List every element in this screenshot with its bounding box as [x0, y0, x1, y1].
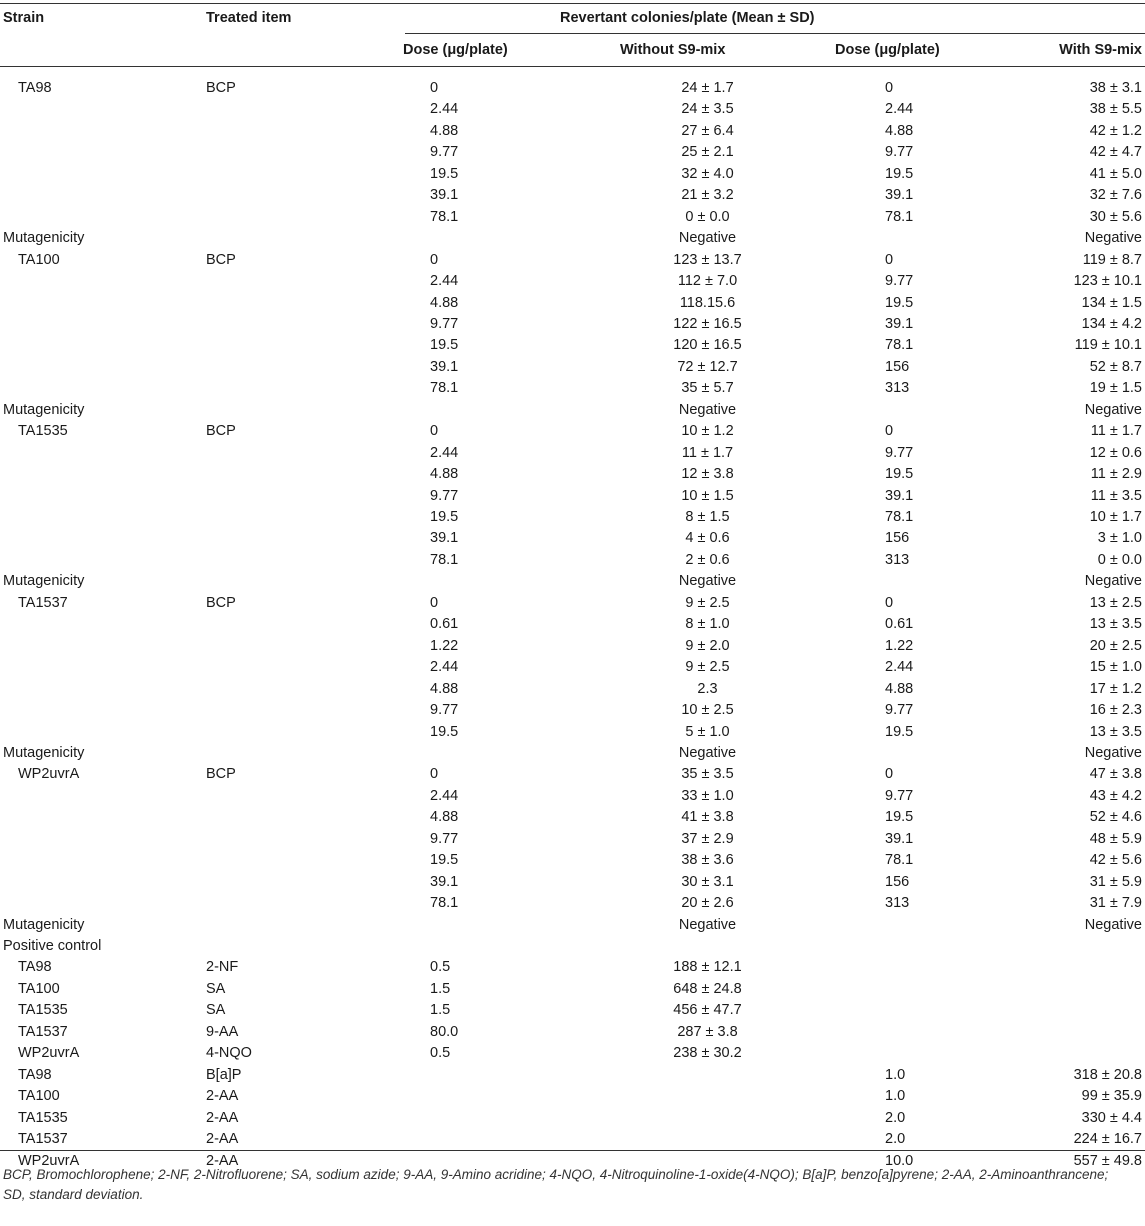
- cell-strain: TA98: [18, 80, 52, 96]
- cell-with-s9: Negative: [1084, 230, 1142, 247]
- cell-with-s9: 38 ± 3.1: [1089, 80, 1142, 96]
- cell-dose-without: 80.0: [430, 1023, 459, 1040]
- cell-without-s9: 72 ± 12.7: [677, 358, 738, 375]
- table-row: [0, 571, 1145, 593]
- cell-with-s9: Negative: [1084, 401, 1142, 418]
- table-row: [0, 657, 1145, 679]
- cell-with-s9: 13 ± 3.5: [1089, 616, 1142, 633]
- header-with-s9: With S9-mix: [1059, 42, 1142, 58]
- cell-without-s9: 0 ± 0.0: [685, 208, 730, 225]
- table-row: [0, 786, 1145, 808]
- cell-dose-with: 156: [885, 530, 910, 547]
- cell-dose-without: 0.5: [430, 1045, 451, 1062]
- cell-without-s9: 25 ± 2.1: [681, 144, 734, 161]
- cell-dose-without: 2.44: [430, 273, 459, 290]
- table-row: [0, 614, 1145, 636]
- cell-dose-with: 2.44: [885, 659, 914, 676]
- cell-dose-with: 0: [885, 766, 894, 783]
- cell-without-s9: 11 ± 1.7: [681, 444, 734, 461]
- cell-with-s9: 0 ± 0.0: [1097, 551, 1142, 568]
- cell-with-s9: 11 ± 2.9: [1090, 466, 1142, 483]
- cell-without-s9: 8 ± 1.5: [685, 509, 730, 525]
- table-row: [0, 1108, 1145, 1130]
- table-row: [0, 78, 1145, 100]
- cell-dose-with: 0: [885, 80, 894, 96]
- cell-dose-without: 1.22: [430, 637, 459, 654]
- cell-strain: Mutagenicity: [3, 573, 85, 590]
- cell-dose-without: 2.44: [430, 787, 459, 804]
- cell-treated-item: 2-AA: [206, 1088, 239, 1105]
- cell-with-s9: 31 ± 7.9: [1089, 895, 1142, 912]
- cell-dose-with: 1.0: [885, 1066, 906, 1083]
- cell-with-s9: 19 ± 1.5: [1089, 380, 1142, 397]
- cell-dose-without: 19.5: [430, 337, 459, 354]
- cell-without-s9: Negative: [678, 401, 737, 418]
- table-row: [0, 679, 1145, 701]
- table-row: [0, 121, 1145, 143]
- cell-with-s9: Negative: [1084, 744, 1142, 761]
- table-row: [0, 1043, 1145, 1065]
- cell-strain: TA1537: [18, 1023, 68, 1040]
- cell-dose-without: 4.88: [430, 122, 459, 139]
- cell-dose-without: 1.5: [430, 1002, 451, 1019]
- table-row: [0, 228, 1145, 250]
- header-dose-without: Dose (μg/plate): [403, 42, 508, 58]
- table-row: [0, 185, 1145, 207]
- cell-with-s9: 318 ± 20.8: [1073, 1066, 1142, 1083]
- table-row: [0, 850, 1145, 872]
- cell-dose-without: 9.77: [430, 315, 459, 332]
- cell-without-s9: 10 ± 2.5: [681, 702, 734, 719]
- cell-dose-with: 0: [885, 423, 894, 440]
- cell-dose-without: 4.88: [430, 294, 459, 311]
- cell-without-s9: 41 ± 3.8: [681, 809, 734, 826]
- cell-dose-with: 9.77: [885, 444, 914, 461]
- cell-dose-without: 4.88: [430, 809, 459, 826]
- cell-strain: TA100: [18, 1088, 60, 1105]
- cell-dose-without: 9.77: [430, 487, 459, 504]
- cell-dose-with: 39.1: [885, 487, 914, 504]
- table-row: [0, 314, 1145, 336]
- cell-with-s9: 3 ± 1.0: [1097, 530, 1142, 547]
- table-row: [0, 528, 1145, 550]
- cell-dose-with: 2.0: [885, 1131, 906, 1148]
- cell-with-s9: 16 ± 2.3: [1089, 702, 1142, 719]
- cell-without-s9: 188 ± 12.1: [673, 959, 742, 976]
- cell-dose-with: 2.0: [885, 1109, 906, 1126]
- table-row: [0, 464, 1145, 486]
- table-row: [0, 743, 1145, 765]
- cell-with-s9: 224 ± 16.7: [1073, 1131, 1142, 1148]
- cell-dose-with: 156: [885, 358, 910, 375]
- cell-dose-without: 9.77: [430, 144, 459, 161]
- cell-with-s9: Negative: [1084, 916, 1142, 933]
- cell-dose-without: 19.5: [430, 723, 459, 740]
- cell-with-s9: 30 ± 5.6: [1089, 208, 1142, 225]
- cell-with-s9: 43 ± 4.2: [1089, 787, 1142, 804]
- cell-with-s9: 119 ± 10.1: [1074, 337, 1142, 354]
- cell-without-s9: 10 ± 1.5: [681, 487, 734, 504]
- cell-without-s9: 24 ± 1.7: [681, 80, 734, 96]
- table-row: [0, 893, 1145, 915]
- cell-dose-with: 39.1: [885, 830, 914, 847]
- header-strain: Strain: [3, 10, 45, 26]
- cell-without-s9: 287 ± 3.8: [677, 1023, 738, 1040]
- cell-dose-with: 9.77: [885, 273, 914, 290]
- cell-without-s9: 122 ± 16.5: [673, 315, 742, 332]
- cell-without-s9: 4 ± 0.6: [685, 530, 730, 547]
- table-row: [0, 293, 1145, 315]
- table-row: [0, 99, 1145, 121]
- cell-dose-without: 1.5: [430, 980, 451, 997]
- cell-with-s9: 31 ± 5.9: [1089, 873, 1142, 890]
- table-row: [0, 507, 1145, 529]
- cell-dose-with: 1.22: [885, 637, 914, 654]
- table-row: [0, 400, 1145, 422]
- cell-with-s9: Negative: [1084, 573, 1142, 590]
- cell-dose-with: 4.88: [885, 122, 914, 139]
- cell-without-s9: 27 ± 6.4: [681, 122, 734, 139]
- cell-dose-with: 78.1: [885, 337, 914, 354]
- cell-dose-with: 10.0: [885, 1152, 914, 1169]
- cell-strain: WP2uvrA: [18, 766, 80, 783]
- cell-with-s9: 12 ± 0.6: [1089, 444, 1142, 461]
- cell-without-s9: 24 ± 3.5: [681, 101, 734, 118]
- cell-with-s9: 17 ± 1.2: [1089, 680, 1142, 697]
- cell-treated-item: SA: [206, 1002, 226, 1019]
- table-row: [0, 915, 1145, 937]
- table-row: [0, 357, 1145, 379]
- cell-strain: TA98: [18, 1066, 52, 1083]
- cell-strain: TA98: [18, 959, 52, 976]
- cell-without-s9: Negative: [678, 573, 737, 590]
- cell-dose-without: 0.61: [430, 616, 459, 633]
- table-row: [0, 164, 1145, 186]
- cell-dose-without: 9.77: [430, 830, 459, 847]
- cell-dose-without: 4.88: [430, 680, 459, 697]
- table-row: [0, 142, 1145, 164]
- table-row: [0, 271, 1145, 293]
- cell-with-s9: 99 ± 35.9: [1081, 1088, 1142, 1105]
- cell-dose-with: 0: [885, 251, 894, 268]
- cell-treated-item: 2-AA: [206, 1131, 239, 1148]
- cell-dose-with: 156: [885, 873, 910, 890]
- cell-with-s9: 11 ± 1.7: [1090, 423, 1142, 440]
- cell-without-s9: 35 ± 5.7: [681, 380, 734, 397]
- table-row: [0, 764, 1145, 786]
- cell-dose-with: 4.88: [885, 680, 914, 697]
- cell-dose-with: 78.1: [885, 852, 914, 869]
- cell-dose-without: 78.1: [430, 208, 459, 225]
- cell-with-s9: 119 ± 8.7: [1082, 251, 1142, 268]
- table-row: [0, 1086, 1145, 1108]
- cell-strain: TA1535: [18, 1109, 68, 1126]
- cell-dose-with: 9.77: [885, 702, 914, 719]
- table-row: [0, 700, 1145, 722]
- cell-without-s9: 32 ± 4.0: [681, 165, 734, 182]
- table-row: [0, 829, 1145, 851]
- cell-strain: TA1537: [18, 1131, 68, 1148]
- table-row: [0, 250, 1145, 272]
- cell-dose-without: 2.44: [430, 659, 459, 676]
- cell-dose-with: 9.77: [885, 144, 914, 161]
- cell-without-s9: 9 ± 2.5: [685, 659, 730, 676]
- table-bottom-rule: [0, 1150, 1145, 1151]
- cell-without-s9: 648 ± 24.8: [673, 980, 742, 997]
- cell-strain: Mutagenicity: [3, 916, 85, 933]
- table-row: [0, 936, 1145, 958]
- cell-strain: Positive control: [3, 938, 102, 954]
- cell-without-s9: 9 ± 2.5: [685, 594, 730, 611]
- table-row: [0, 636, 1145, 658]
- cell-strain: WP2uvrA: [18, 1045, 80, 1062]
- cell-with-s9: 48 ± 5.9: [1089, 830, 1142, 847]
- cell-dose-with: 2.44: [885, 101, 914, 118]
- cell-strain: TA1535: [18, 423, 68, 440]
- cell-dose-with: 19.5: [885, 165, 914, 182]
- cell-dose-with: 0.61: [885, 616, 914, 633]
- table-top-rule: [0, 3, 1145, 4]
- cell-dose-without: 0: [430, 80, 439, 96]
- cell-without-s9: 2 ± 0.6: [685, 551, 730, 568]
- cell-with-s9: 557 ± 49.8: [1073, 1152, 1142, 1169]
- cell-without-s9: 37 ± 2.9: [681, 830, 734, 847]
- cell-treated-item: BCP: [206, 80, 236, 96]
- cell-without-s9: 5 ± 1.0: [685, 723, 730, 740]
- cell-dose-without: 19.5: [430, 509, 459, 525]
- group-underline: [405, 33, 1145, 34]
- cell-without-s9: Negative: [678, 230, 737, 247]
- cell-treated-item: BCP: [206, 766, 236, 783]
- cell-dose-with: 39.1: [885, 315, 914, 332]
- cell-treated-item: 2-AA: [206, 1109, 239, 1126]
- cell-without-s9: Negative: [678, 744, 737, 761]
- cell-dose-without: 9.77: [430, 702, 459, 719]
- cell-dose-without: 39.1: [430, 187, 459, 204]
- cell-dose-without: 39.1: [430, 358, 459, 375]
- header-revertant-group: Revertant colonies/plate (Mean ± SD): [560, 10, 815, 26]
- cell-treated-item: 2-NF: [206, 959, 239, 976]
- cell-with-s9: 42 ± 5.6: [1089, 852, 1142, 869]
- cell-strain: Mutagenicity: [3, 401, 85, 418]
- cell-with-s9: 330 ± 4.4: [1081, 1109, 1142, 1126]
- cell-without-s9: Negative: [678, 916, 737, 933]
- cell-without-s9: 2.3: [697, 680, 718, 697]
- cell-dose-without: 2.44: [430, 101, 459, 118]
- table-row: [0, 1129, 1145, 1151]
- cell-with-s9: 32 ± 7.6: [1089, 187, 1142, 204]
- cell-without-s9: 238 ± 30.2: [673, 1045, 742, 1062]
- cell-dose-with: 19.5: [885, 466, 914, 483]
- cell-dose-with: 19.5: [885, 294, 914, 311]
- cell-dose-with: 39.1: [885, 187, 914, 204]
- table-row: [0, 593, 1145, 615]
- cell-dose-without: 19.5: [430, 165, 459, 182]
- cell-dose-with: 78.1: [885, 208, 914, 225]
- cell-dose-without: 0: [430, 251, 439, 268]
- cell-with-s9: 134 ± 1.5: [1081, 294, 1142, 311]
- cell-dose-without: 39.1: [430, 530, 459, 547]
- cell-with-s9: 10 ± 1.7: [1089, 509, 1142, 525]
- cell-without-s9: 30 ± 3.1: [681, 873, 734, 890]
- cell-dose-with: 78.1: [885, 509, 914, 525]
- cell-without-s9: 118.15.6: [679, 294, 736, 311]
- table-row: [0, 979, 1145, 1001]
- cell-strain: TA100: [18, 980, 60, 997]
- cell-without-s9: 9 ± 2.0: [685, 637, 730, 654]
- cell-with-s9: 41 ± 5.0: [1089, 165, 1142, 182]
- cell-without-s9: 35 ± 3.5: [681, 766, 734, 783]
- cell-dose-without: 0.5: [430, 959, 451, 976]
- cell-without-s9: 20 ± 2.6: [681, 895, 734, 912]
- table-row: [0, 872, 1145, 894]
- table-row: [0, 207, 1145, 229]
- cell-dose-without: 4.88: [430, 466, 459, 483]
- cell-dose-with: 1.0: [885, 1088, 906, 1105]
- cell-dose-without: 39.1: [430, 873, 459, 890]
- cell-without-s9: 12 ± 3.8: [681, 466, 734, 483]
- table-row: [0, 421, 1145, 443]
- cell-with-s9: 52 ± 4.6: [1089, 809, 1142, 826]
- table-row: [0, 1022, 1145, 1044]
- cell-with-s9: 42 ± 4.7: [1089, 144, 1142, 161]
- cell-without-s9: 21 ± 3.2: [681, 187, 734, 204]
- cell-treated-item: 4-NQO: [206, 1045, 252, 1062]
- cell-treated-item: B[a]P: [206, 1066, 242, 1083]
- cell-strain: Mutagenicity: [3, 230, 85, 247]
- cell-with-s9: 13 ± 2.5: [1089, 594, 1142, 611]
- cell-strain: TA1535: [18, 1002, 68, 1019]
- cell-strain: TA1537: [18, 594, 68, 611]
- cell-dose-without: 2.44: [430, 444, 459, 461]
- header-bottom-rule: [0, 66, 1145, 67]
- cell-without-s9: 8 ± 1.0: [685, 616, 730, 633]
- header-dose-with: Dose (μg/plate): [835, 42, 940, 58]
- cell-dose-without: 78.1: [430, 895, 459, 912]
- table-row: [0, 486, 1145, 508]
- cell-dose-without: 78.1: [430, 551, 459, 568]
- cell-with-s9: 15 ± 1.0: [1089, 659, 1142, 676]
- cell-with-s9: 42 ± 1.2: [1089, 122, 1142, 139]
- cell-dose-without: 0: [430, 423, 439, 440]
- cell-dose-without: 0: [430, 594, 439, 611]
- table-row: [0, 722, 1145, 744]
- cell-dose-without: 0: [430, 766, 439, 783]
- cell-treated-item: BCP: [206, 594, 236, 611]
- cell-without-s9: 10 ± 1.2: [681, 423, 734, 440]
- cell-with-s9: 52 ± 8.7: [1089, 358, 1142, 375]
- table-row: [0, 1000, 1145, 1022]
- cell-dose-with: 313: [885, 895, 910, 912]
- cell-treated-item: 9-AA: [206, 1023, 239, 1040]
- table-row: [0, 1065, 1145, 1087]
- cell-treated-item: BCP: [206, 423, 236, 440]
- cell-without-s9: 120 ± 16.5: [673, 337, 742, 354]
- cell-dose-without: 19.5: [430, 852, 459, 869]
- cell-with-s9: 134 ± 4.2: [1081, 315, 1142, 332]
- cell-without-s9: 456 ± 47.7: [673, 1002, 742, 1019]
- table-footnote: BCP, Bromochlorophene; 2-NF, 2-Nitrofluorene; SA, sodium azide; 9-AA, 9-Amino acridine; 4-NQO, 4-Nitroquinoline-1-oxide(4-NQO); B[a]P, benzo[a]pyrene; 2-AA, 2-Aminoanthrancene; SD, standard deviation.: [3, 1167, 1109, 1202]
- table-row: [0, 335, 1145, 357]
- cell-with-s9: 38 ± 5.5: [1089, 101, 1142, 118]
- table-row: [0, 957, 1145, 979]
- cell-dose-with: 0: [885, 594, 894, 611]
- cell-with-s9: 13 ± 3.5: [1089, 723, 1142, 740]
- cell-dose-with: 19.5: [885, 723, 914, 740]
- cell-with-s9: 11 ± 3.5: [1090, 487, 1142, 504]
- cell-strain: TA100: [18, 251, 60, 268]
- cell-without-s9: 123 ± 13.7: [673, 251, 742, 268]
- cell-with-s9: 123 ± 10.1: [1073, 273, 1142, 290]
- table-row: [0, 807, 1145, 829]
- table-row: [0, 443, 1145, 465]
- cell-with-s9: 20 ± 2.5: [1089, 637, 1142, 654]
- cell-treated-item: BCP: [206, 251, 236, 268]
- header-treated-item: Treated item: [206, 10, 292, 26]
- cell-strain: Mutagenicity: [3, 744, 85, 761]
- cell-without-s9: 112 ± 7.0: [677, 273, 738, 290]
- cell-strain: WP2uvrA: [18, 1152, 80, 1169]
- cell-dose-without: 78.1: [430, 380, 459, 397]
- cell-treated-item: 2-AA: [206, 1152, 239, 1169]
- cell-treated-item: SA: [206, 980, 226, 997]
- cell-dose-with: 19.5: [885, 809, 914, 826]
- cell-without-s9: 33 ± 1.0: [681, 787, 734, 804]
- cell-with-s9: 47 ± 3.8: [1089, 766, 1142, 783]
- table-row: [0, 550, 1145, 572]
- cell-dose-with: 9.77: [885, 787, 914, 804]
- cell-without-s9: 38 ± 3.6: [681, 852, 734, 869]
- cell-dose-with: 313: [885, 380, 910, 397]
- header-without-s9: Without S9-mix: [620, 42, 726, 58]
- table-row: [0, 378, 1145, 400]
- cell-dose-with: 313: [885, 551, 910, 568]
